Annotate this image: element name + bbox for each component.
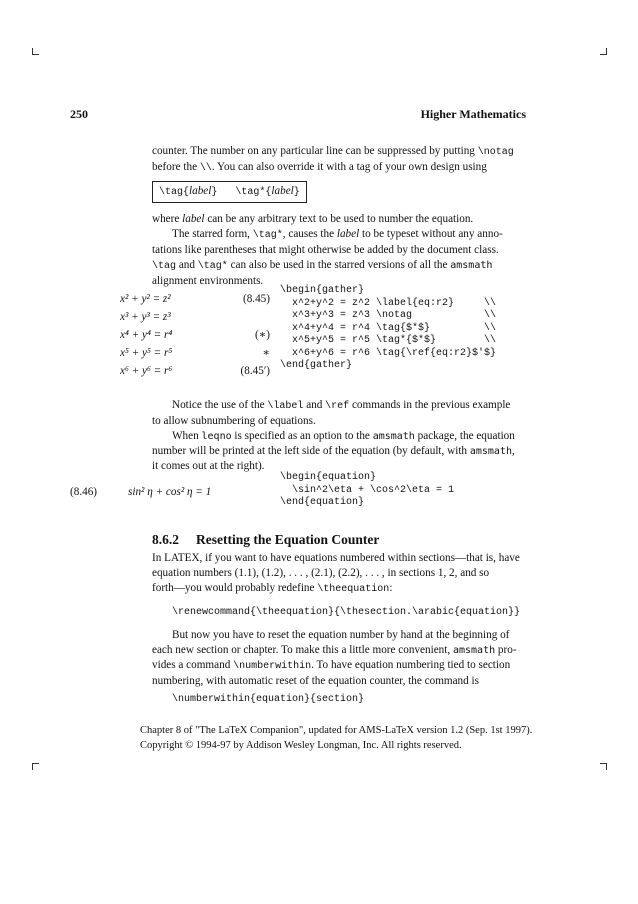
- inline-code: \\: [199, 163, 212, 174]
- crop-mark-top-right: [600, 48, 607, 55]
- footer-line-1: Chapter 8 of "The LaTeX Companion", updated for AMS-LaTeX version 1.2 (Sep. 1st 1997).: [140, 725, 533, 736]
- equation-tag-left: (8.46): [70, 486, 98, 498]
- equation-row: x³ + y³ = z³: [120, 311, 171, 323]
- code-block-gather: \begin{gather} x^2+y^2 = z^2 \label{eq:r2} \\ x^3+y^3 = z^3 \notag \\ x^4+y^4 = r^4 \tag{$*$} \\ x^5+y^5 = r^5 \tag*{$*$} \\ x^6+y^6 = r^6 \tag{\ref{eq:r2}$'$} \end{gather}: [280, 285, 497, 371]
- equation-row: x² + y² = z² (8.45): [120, 293, 270, 305]
- copyright-footer: [140, 723, 540, 753]
- gather-example-output: [120, 292, 270, 382]
- crop-mark-top-left: [32, 48, 39, 55]
- crop-mark-bottom-left: [32, 763, 39, 770]
- equation-row: x⁴ + y⁴ = r⁴ (∗): [120, 329, 270, 341]
- footer-line-2: Copyright © 1994-97 by Addison Wesley Longman, Inc. All rights reserved.: [140, 740, 462, 751]
- code-numberwithin: \numberwithin{equation}{section}: [172, 694, 365, 705]
- equation-row: x⁵ + y⁵ = r⁵ ∗: [120, 347, 270, 359]
- paragraph-7: But now you have to reset the equation number by hand at the beginning of each new section or chapter. To make this a little more convenient, amsmath pro- vides a command \numberwithin. To have equation numbering tied to section numbering, with automatic reset of the equation counter, the command is: [152, 629, 517, 687]
- equation-row: x⁶ + y⁶ = r⁶ (8.45′): [120, 365, 270, 377]
- inline-code: \notag: [477, 147, 514, 158]
- paragraph-1: counter. The number on any particular line can be suppressed by putting \notag before the \\. You can also override it with a tag of your own design using: [152, 145, 514, 174]
- paragraph-2: where label can be any arbitrary text to be used to number the equation. The starred form, \tag*, causes the label to be typeset without any anno- tations like parentheses that might otherwise be added by the document class. \tag and \tag* can also be used in the starred versions of all the amsmath alignment environments.: [152, 213, 503, 287]
- running-title: Higher Mathematics: [420, 107, 526, 121]
- crop-mark-bottom-right: [600, 763, 607, 770]
- section-heading: 8.6.2 Resetting the Equation Counter: [152, 532, 380, 547]
- code-block-equation: \begin{equation} \sin^2\eta + \cos^2\eta = 1 \end{equation}: [280, 472, 455, 508]
- tag-syntax-box: \tag{label} \tag*{label}: [152, 181, 307, 203]
- equation-formula: sin² η + cos² η = 1: [128, 486, 212, 498]
- paragraph-6: In LATEX, if you want to have equations numbered within sections—that is, have equation numbers (1.1), (1.2), . . . , (2.1), (2.2), . . . , in sections 1, 2, and so forth—you would probably redefine \theequation:: [152, 552, 520, 595]
- page-number: 250: [70, 107, 88, 121]
- code-renewcommand: \renewcommand{\theequation}{\thesection.\arabic{equation}}: [172, 607, 521, 618]
- paragraph-4: Notice the use of the \label and \ref commands in the previous example to allow subnumbering of equations. When leqno is specified as an option to the amsmath package, the equation number will be printed at the left side of the equation (by default, with amsmath, it comes out at the right).: [152, 399, 515, 472]
